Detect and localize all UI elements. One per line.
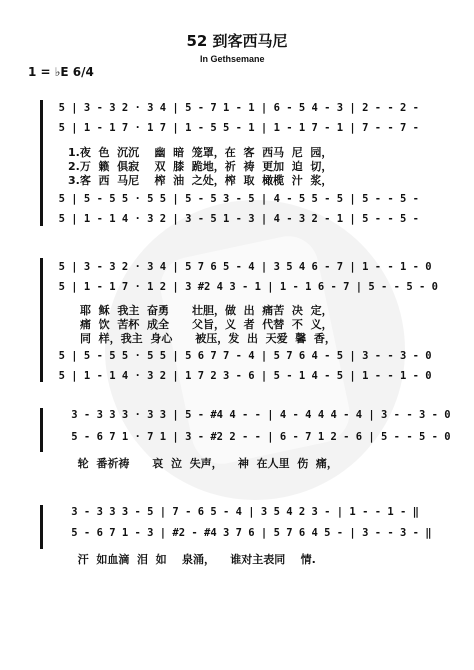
lyric-line: 1.夜 色 沉沉 幽 暗 笼罩，在 客 西马 尼 园， bbox=[68, 146, 333, 159]
page-title: 52 到客西马尼 bbox=[186, 32, 288, 50]
system-bracket bbox=[40, 505, 43, 549]
notation-line: 5 - 6 7 1 - 3 | #2 - #4 3 7 6 | 5 7 6 4 5 - | 3 - - 3 - ‖ bbox=[46, 527, 432, 539]
lyric-line: 2.万 籁 俱寂 双 膝 跪地，祈 祷 更加 迫 切， bbox=[68, 160, 333, 173]
notation-line: 3 - 3 3 3 - 5 | 7 - 6 5 - 4 | 3 5 4 2 3 - | 1 - - 1 - ‖ bbox=[46, 506, 419, 518]
notation-line: 5 | 1 - 1 4 · 3 2 | 1 7 2 3 - 6 | 5 - 1 4 - 5 | 1 - - 1 - 0 bbox=[46, 370, 432, 382]
lyric-line: 耶 稣 我主 奋勇 壮胆，做 出 痛苦 决 定， bbox=[80, 304, 333, 317]
lyric-line: 3.客 西 马尼 榨 油 之处，榨 取 橄榄 汁 浆， bbox=[68, 174, 333, 187]
english-subtitle: In Gethsemane bbox=[200, 54, 265, 64]
system-bracket bbox=[40, 100, 43, 226]
notation-line: 5 | 1 - 1 7 · 1 7 | 1 - 5 5 - 1 | 1 - 1 7 - 1 | 7 - - 7 - bbox=[46, 122, 419, 134]
lyric-line: 同 样，我主 身心 被压，发 出 天爱 馨 香， bbox=[80, 332, 336, 345]
key-signature: 1 = ♭E 6/4 bbox=[28, 65, 94, 79]
notation-line: 5 - 6 7 1 · 7 1 | 3 - #2 2 - - | 6 - 7 1 2 - 6 | 5 - - 5 - 0 bbox=[46, 431, 451, 443]
lyric-line: 轮 番祈祷 哀 泣 失声， 神 在人里 伤 痛， bbox=[70, 457, 338, 470]
notation-line: 5 | 5 - 5 5 · 5 5 | 5 6 7 7 - 4 | 5 7 6 4 - 5 | 3 - - 3 - 0 bbox=[46, 350, 432, 362]
notation-line: 5 | 1 - 1 7 · 1 2 | 3 #2 4 3 - 1 | 1 - 1 6 - 7 | 5 - - 5 - 0 bbox=[46, 281, 438, 293]
notation-line: 5 | 3 - 3 2 · 3 4 | 5 7 6 5 - 4 | 3 5 4 6 - 7 | 1 - - 1 - 0 bbox=[46, 261, 432, 273]
system-bracket bbox=[40, 408, 43, 452]
system-bracket bbox=[40, 258, 43, 382]
lyric-line: 痛 饮 苦杯 成全 父旨，义 者 代替 不 义， bbox=[80, 318, 333, 331]
notation-line: 5 | 5 - 5 5 · 5 5 | 5 - 5 3 - 5 | 4 - 5 5 - 5 | 5 - - 5 - bbox=[46, 193, 419, 205]
lyric-line: 汗 如血滴 泪 如 泉涌， 谁对主表同 情. bbox=[70, 553, 316, 566]
notation-line: 3 - 3 3 3 · 3 3 | 5 - #4 4 - - | 4 - 4 4 4 - 4 | 3 - - 3 - 0 bbox=[46, 409, 451, 421]
notation-line: 5 | 1 - 1 4 · 3 2 | 3 - 5 1 - 3 | 4 - 3 2 - 1 | 5 - - 5 - bbox=[46, 213, 419, 225]
notation-line: 5 | 3 - 3 2 · 3 4 | 5 - 7 1 - 1 | 6 - 5 4 - 3 | 2 - - 2 - bbox=[46, 102, 419, 114]
